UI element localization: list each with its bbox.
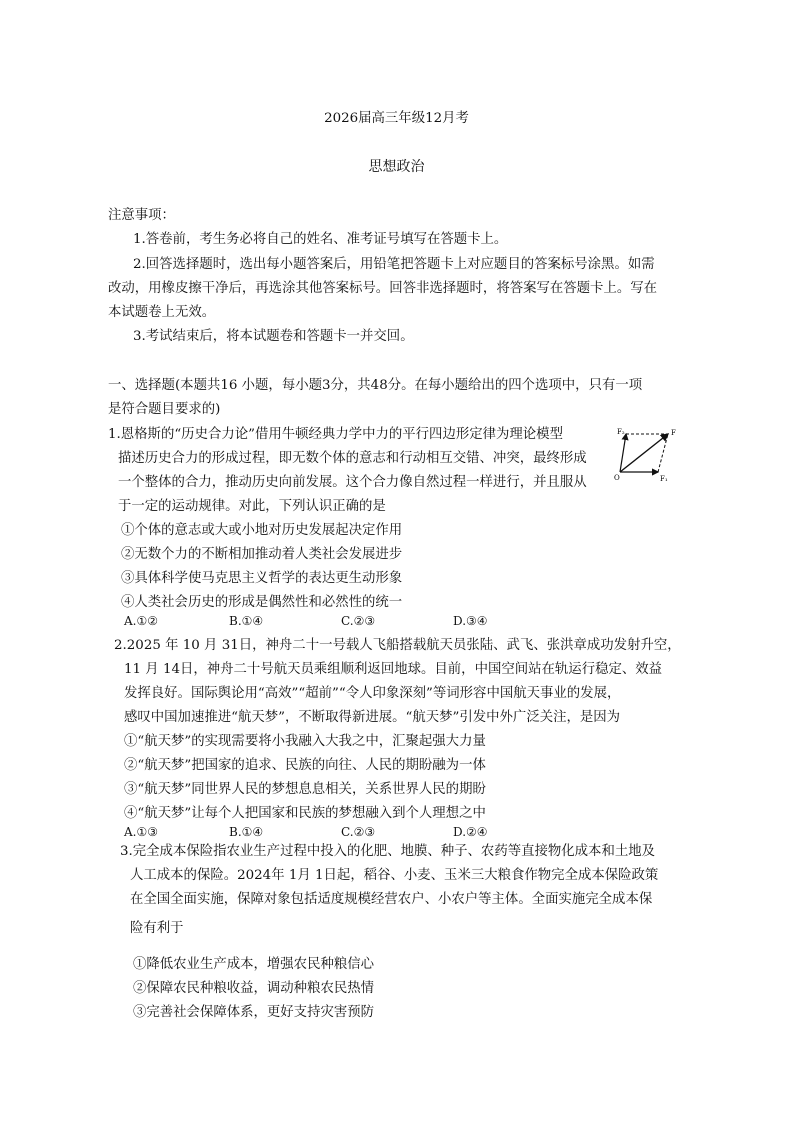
q1-options [124, 612, 488, 630]
force-parallelogram-diagram [614, 426, 686, 482]
q3-stem-line1: 3.完全成本保险指农业生产过程中投入的化肥、地膜、种子、农药等直接物化成本和土地及 [120, 844, 656, 859]
q2-option-d[interactable]: D.②④ [453, 825, 488, 839]
parallelogram-right-edge [658, 434, 668, 472]
q3-stem-line3: 在全国全面实施，保障对象包括适度规模经营农户、小农户等主体。全面实施完全成本保 [130, 892, 653, 907]
label-f: F [671, 429, 676, 437]
notice-item-2-line1: 2.回答选择题时，选出每小题答案后，用铅笔把答题卡上对应题目的答案标号涂黑。如需 [133, 257, 655, 272]
label-o: O [614, 474, 620, 482]
notice-item-2-line3: 本试题卷上无效。 [108, 305, 216, 320]
exam-title: 2026届高三年级12月考 [324, 111, 469, 126]
section-1-line1: 一、选择题(本题共16 小题，每小题3分，共48分。在每小题给出的四个选项中，只有一项 [108, 378, 643, 393]
q2-statement-1: ①“航天梦”的实现需要将小我融入大我之中，汇聚起强大力量 [124, 734, 486, 749]
q2-statement-4: ④“航天梦”让每个人把国家和民族的梦想融入到个人理想之中 [124, 806, 486, 821]
q2-option-a[interactable]: A.①③ [124, 825, 158, 839]
q2-statement-3: ③“航天梦”同世界人民的梦想息息相关，关系世界人民的期盼 [124, 782, 486, 797]
q1-statement-1: ①个体的意志或大或小地对历史发展起决定作用 [121, 523, 403, 538]
force-f2-vector [620, 434, 626, 472]
q2-option-c[interactable]: C.②③ [341, 825, 376, 839]
q2-stem-line1: 2.2025 年 10 月 31日，神舟二十一号载人飞船搭载航天员张陆、武飞、张洪章成功发射升空， [114, 638, 681, 653]
q3-stem-line2: 人工成本的保险。2024年 1月 1日起，稻谷、小麦、玉米三大粮食作物完全成本保险政策 [130, 868, 659, 883]
q2-stem-line2: 11 月 14日，神舟二十号航天员乘组顺利返回地球。目前，中国空间站在轨运行稳定、效益 [124, 662, 663, 677]
q1-option-c[interactable]: C.②③ [341, 614, 376, 628]
section-1-line2: 是符合题目要求的) [108, 402, 221, 417]
q2-option-b[interactable]: B.①④ [229, 825, 264, 839]
resultant-force-vector [620, 434, 668, 472]
q1-option-a[interactable]: A.①② [124, 614, 158, 628]
q3-statement-1: ①降低农业生产成本，增强农民种粮信心 [133, 957, 375, 972]
q1-stem-line2: 描述历史合力的形成过程，即无数个体的意志和行动相互交错、冲突，最终形成 [118, 451, 587, 466]
q1-option-d[interactable]: D.③④ [453, 614, 488, 628]
label-f2: F₂ [617, 428, 625, 436]
q1-stem-line1: 1.恩格斯的“历史合力论”借用牛顿经典力学中力的平行四边形定律为理论模型 [108, 427, 563, 442]
q2-stem-line4: 感叹中国加速推进“航天梦”，不断取得新进展。“航天梦”引发中外广泛关注，是因为 [124, 710, 621, 725]
q3-stem-line4: 险有利于 [130, 921, 184, 936]
q2-options [124, 823, 488, 841]
q1-option-b[interactable]: B.①④ [229, 614, 264, 628]
notice-item-3: 3.考试结束后，将本试题卷和答题卡一并交回。 [133, 329, 414, 344]
q1-stem-line4: 于一定的运动规律。对此，下列认识正确的是 [118, 499, 386, 514]
label-f1: F₁ [660, 475, 668, 482]
notice-heading: 注意事项： [108, 208, 175, 223]
q1-statement-2: ②无数个力的不断相加推动着人类社会发展进步 [121, 547, 403, 562]
notice-item-1: 1.答卷前，考生务必将自己的姓名、准考证号填写在答题卡上。 [133, 232, 508, 247]
q3-statement-3: ③完善社会保障体系，更好支持灾害预防 [133, 1005, 375, 1020]
subject-title: 思想政治 [368, 159, 425, 175]
q1-statement-4: ④人类社会历史的形成是偶然性和必然性的统一 [121, 595, 403, 610]
q1-stem-line3: 一个整体的合力，推动历史向前发展。这个合力像自然过程一样进行，并且服从 [118, 475, 587, 490]
q2-statement-2: ②“航天梦”把国家的追求、民族的向往、人民的期盼融为一体 [124, 758, 486, 773]
q3-statement-2: ②保障农民种粮收益，调动种粮农民热情 [133, 981, 375, 996]
q2-stem-line3: 发挥良好。国际舆论用“高效”“超前”“令人印象深刻”等词形容中国航天事业的发展， [124, 686, 621, 701]
q1-statement-3: ③具体科学使马克思主义哲学的表达更生动形象 [121, 571, 403, 586]
notice-item-2-line2: 改动，用橡皮擦干净后，再选涂其他答案标号。回答非选择题时，将答案写在答题卡上。写在 [108, 281, 658, 296]
